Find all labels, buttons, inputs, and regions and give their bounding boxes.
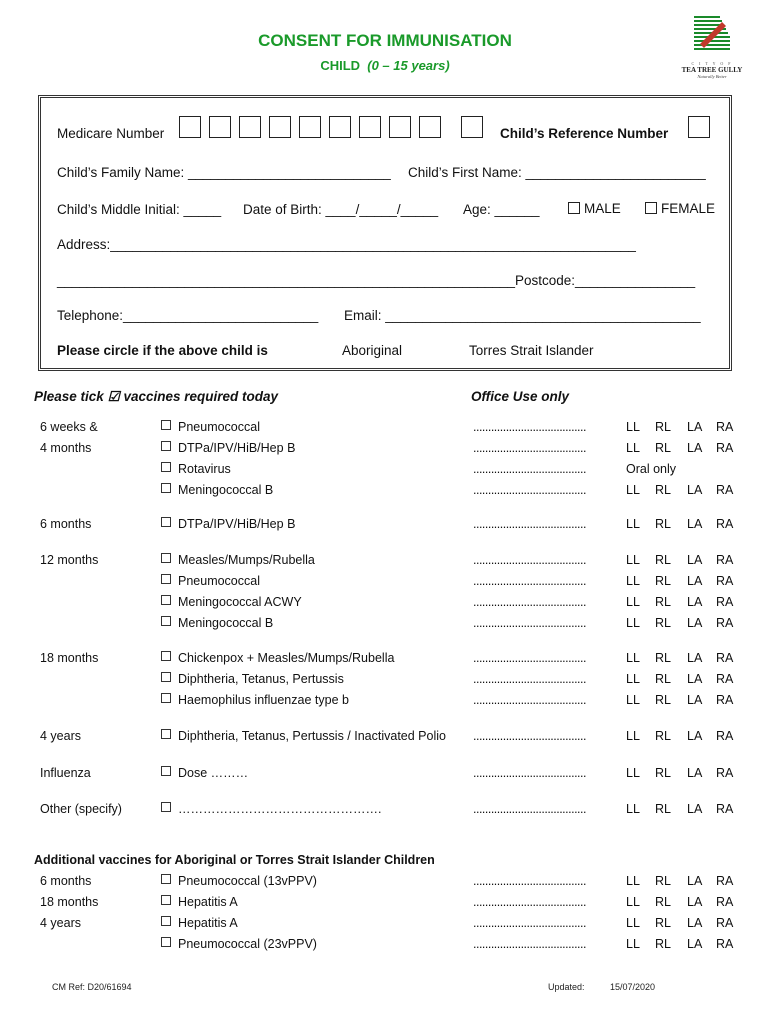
injection-site[interactable]: LA [687,895,703,909]
injection-site[interactable]: RL [655,651,671,665]
injection-site[interactable]: RL [655,802,671,816]
logo-council-name: TEA TREE GULLY [681,66,743,74]
office-dotted-line[interactable]: ...................................... [473,937,586,951]
office-use-heading: Office Use only [471,389,570,404]
age-label: 6 weeks & [40,420,98,434]
logo-tagline: Naturally Better [697,74,727,79]
family-name-field[interactable]: Child’s Family Name: ___________________________ [57,165,391,180]
injection-site[interactable]: LA [687,553,703,567]
office-dotted-line[interactable]: ...................................... [473,483,586,497]
medicare-digit-5[interactable] [299,116,321,138]
injection-site[interactable]: LA [687,937,703,951]
additional-vaccines-heading: Additional vaccines for Aboriginal or Torres Strait Islander Children [34,853,435,867]
injection-site[interactable]: RA [716,651,734,665]
tick-checkbox-icon: ☑ [107,389,120,404]
dob-field[interactable]: Date of Birth: ____/_____/_____ [243,202,439,217]
injection-site[interactable]: LA [687,574,703,588]
table-row [0,672,770,690]
age-label: 6 months [40,517,92,531]
injection-site[interactable]: RA [716,672,734,686]
office-dotted-line[interactable]: ...................................... [473,616,586,630]
table-row [0,766,770,784]
vaccine-name: Diphtheria, Tetanus, Pertussis / Inactivated Polio [178,729,446,743]
age-label: 4 years [40,729,81,743]
vaccine-name: …………………………………………. [178,802,382,816]
first-name-field[interactable]: Child’s First Name: ________________________ [408,165,706,180]
injection-site[interactable]: LL [626,874,640,888]
torres-strait-option[interactable]: Torres Strait Islander [469,343,594,358]
vaccine-name: DTPa/IPV/HiB/Hep B [178,441,296,455]
reference-number-box[interactable] [688,116,710,138]
vaccine-name: Pneumococcal (23vPPV) [178,937,317,951]
table-row [0,916,770,934]
injection-site[interactable]: LA [687,916,703,930]
injection-site[interactable]: RA [716,916,734,930]
injection-site[interactable]: RA [716,517,734,531]
injection-site[interactable]: RL [655,937,671,951]
medicare-digit-6[interactable] [329,116,351,138]
aboriginal-option[interactable]: Aboriginal [342,343,403,358]
office-dotted-line[interactable]: ...................................... [473,651,586,665]
age-field[interactable]: Age: ______ [463,202,540,217]
injection-site[interactable]: RA [716,483,734,497]
injection-site[interactable]: RA [716,874,734,888]
subtitle-range: (0 – 15 years) [367,58,450,73]
injection-site[interactable]: LA [687,595,703,609]
injection-site[interactable]: RA [716,802,734,816]
injection-site[interactable]: RA [716,420,734,434]
injection-site[interactable]: RL [655,616,671,630]
table-row [0,802,770,820]
cm-reference: CM Ref: D20/61694 [52,982,132,992]
table-row [0,517,770,535]
age-label: 18 months [40,895,99,909]
injection-site[interactable]: LL [626,802,640,816]
age-label: 6 months [40,874,92,888]
address-postcode-field[interactable]: _____________________________________________________________Postcode:________________ [57,273,696,288]
office-dotted-line[interactable]: ...................................... [473,729,586,743]
injection-site[interactable]: LL [626,672,640,686]
injection-site[interactable]: LL [626,441,640,455]
vaccine-name: Pneumococcal [178,574,260,588]
form-title: CONSENT FOR IMMUNISATION [258,31,512,50]
age-label: 12 months [40,553,99,567]
injection-site[interactable]: LL [626,651,640,665]
office-dotted-line[interactable]: ...................................... [473,693,586,707]
injection-site[interactable]: LL [626,420,640,434]
injection-site[interactable]: LL [626,553,640,567]
injection-site[interactable]: RL [655,693,671,707]
office-dotted-line[interactable]: ...................................... [473,672,586,686]
logo-city-of: C I T Y O F [691,61,733,66]
table-row [0,574,770,592]
vaccine-name: Dose ……… [178,766,249,780]
office-dotted-line[interactable]: ...................................... [473,595,586,609]
table-row [0,693,770,711]
table-row [0,595,770,613]
injection-site[interactable]: LA [687,441,703,455]
medicare-digit-9[interactable] [419,116,441,138]
injection-site[interactable]: RL [655,420,671,434]
email-field[interactable]: Email: __________________________________________ [344,308,701,323]
injection-site[interactable]: LL [626,729,640,743]
injection-site[interactable]: LL [626,937,640,951]
injection-site[interactable]: LA [687,766,703,780]
injection-site[interactable]: RA [716,595,734,609]
injection-site[interactable]: RL [655,766,671,780]
medicare-digit-8[interactable] [389,116,411,138]
injection-site[interactable]: LL [626,595,640,609]
injection-site[interactable]: RA [716,553,734,567]
injection-site[interactable]: LA [687,729,703,743]
injection-site[interactable]: LL [626,574,640,588]
tick-suffix: vaccines required today [123,389,279,404]
address-field[interactable]: Address:______________________________________________________________________ [57,237,636,252]
injection-site[interactable]: LA [687,517,703,531]
office-dotted-line[interactable]: ...................................... [473,874,586,888]
tick-instruction [34,389,278,405]
administration-note: Oral only [626,462,677,476]
injection-site[interactable]: RA [716,693,734,707]
table-row [0,937,770,955]
middle-initial-field[interactable]: Child’s Middle Initial: _____ [57,202,222,217]
injection-site[interactable]: LA [687,651,703,665]
injection-site[interactable]: LL [626,916,640,930]
injection-site[interactable]: RL [655,553,671,567]
table-row [0,483,770,501]
council-logo [672,14,752,79]
vaccine-name: Chickenpox + Measles/Mumps/Rubella [178,651,395,665]
injection-site[interactable]: LL [626,693,640,707]
form-subtitle [0,58,770,73]
circle-instruction: Please circle if the above child is [57,343,268,358]
age-label: Influenza [40,766,91,780]
vaccine-name: Pneumococcal (13vPPV) [178,874,317,888]
table-row [0,895,770,913]
age-label: 18 months [40,651,99,665]
injection-site[interactable]: RA [716,937,734,951]
medicare-digit-4[interactable] [269,116,291,138]
female-label: FEMALE [661,201,716,216]
office-dotted-line[interactable]: ...................................... [473,553,586,567]
vaccine-name: Meningococcal B [178,483,274,497]
male-label: MALE [584,201,621,216]
table-row [0,651,770,669]
table-row [0,420,770,438]
table-row [0,729,770,747]
office-dotted-line[interactable]: ...................................... [473,517,586,531]
table-row [0,616,770,634]
injection-site[interactable]: LA [687,874,703,888]
injection-site[interactable]: LA [687,483,703,497]
vaccine-name: Meningococcal B [178,616,274,630]
injection-site[interactable]: RL [655,729,671,743]
office-dotted-line[interactable]: ...................................... [473,441,586,455]
injection-site[interactable]: RL [655,672,671,686]
age-label: Other (specify) [40,802,122,816]
updated-label: Updated: [548,982,585,992]
office-dotted-line[interactable]: ...................................... [473,802,586,816]
injection-site[interactable]: RL [655,441,671,455]
age-label: 4 years [40,916,81,930]
updated-date: 15/07/2020 [610,982,656,992]
vaccine-name: Pneumococcal [178,420,260,434]
injection-site[interactable]: LL [626,616,640,630]
age-label: 4 months [40,441,92,455]
office-dotted-line[interactable]: ...................................... [473,916,586,930]
injection-site[interactable]: LL [626,895,640,909]
vaccine-name: Measles/Mumps/Rubella [178,553,315,567]
injection-site[interactable]: RL [655,874,671,888]
injection-site[interactable]: RL [655,483,671,497]
vaccine-name: Rotavirus [178,462,231,476]
telephone-field[interactable]: Telephone:__________________________ [57,308,319,323]
office-dotted-line[interactable]: ...................................... [473,574,586,588]
vaccine-name: Meningococcal ACWY [178,595,302,609]
injection-site[interactable]: RL [655,595,671,609]
tick-prefix: Please tick [34,389,104,404]
subtitle-child: CHILD [320,58,361,73]
vaccine-name: DTPa/IPV/HiB/Hep B [178,517,296,531]
female-checkbox[interactable] [645,202,657,214]
office-dotted-line[interactable]: ...................................... [473,462,586,476]
medicare-digit-1[interactable] [179,116,201,138]
injection-site[interactable]: LL [626,517,640,531]
office-dotted-line[interactable]: ...................................... [473,766,586,780]
vaccine-name: Haemophilus influenzae type b [178,693,349,707]
office-dotted-line[interactable]: ...................................... [473,420,586,434]
medicare-digit-10[interactable] [461,116,483,138]
injection-site[interactable]: LA [687,420,703,434]
office-dotted-line[interactable]: ...................................... [473,895,586,909]
male-checkbox[interactable] [568,202,580,214]
injection-site[interactable]: LA [687,693,703,707]
injection-site[interactable]: LA [687,616,703,630]
injection-site[interactable]: RL [655,916,671,930]
medicare-digit-7[interactable] [359,116,381,138]
injection-site[interactable]: RA [716,729,734,743]
injection-site[interactable]: RA [716,574,734,588]
medicare-number-boxes[interactable] [179,116,491,138]
injection-site[interactable]: RA [716,616,734,630]
injection-site[interactable]: RA [716,441,734,455]
injection-site[interactable]: LL [626,766,640,780]
vaccine-name: Hepatitis A [178,916,238,930]
injection-site[interactable]: LL [626,483,640,497]
medicare-digit-2[interactable] [209,116,231,138]
injection-site[interactable]: RL [655,574,671,588]
injection-site[interactable]: RA [716,895,734,909]
table-row [0,462,770,480]
injection-site[interactable]: LA [687,802,703,816]
injection-site[interactable]: RL [655,517,671,531]
vaccine-name: Diphtheria, Tetanus, Pertussis [178,672,344,686]
reference-label: Child’s Reference Number [500,126,669,141]
council-logo-icon [692,14,732,54]
table-row [0,441,770,459]
medicare-label: Medicare Number [57,126,165,141]
injection-site[interactable]: LA [687,672,703,686]
male-option[interactable] [568,201,621,216]
vaccine-name: Hepatitis A [178,895,238,909]
female-option[interactable] [645,201,715,216]
injection-site[interactable]: RA [716,766,734,780]
injection-site[interactable]: RL [655,895,671,909]
table-row [0,874,770,892]
medicare-digit-3[interactable] [239,116,261,138]
table-row [0,553,770,571]
